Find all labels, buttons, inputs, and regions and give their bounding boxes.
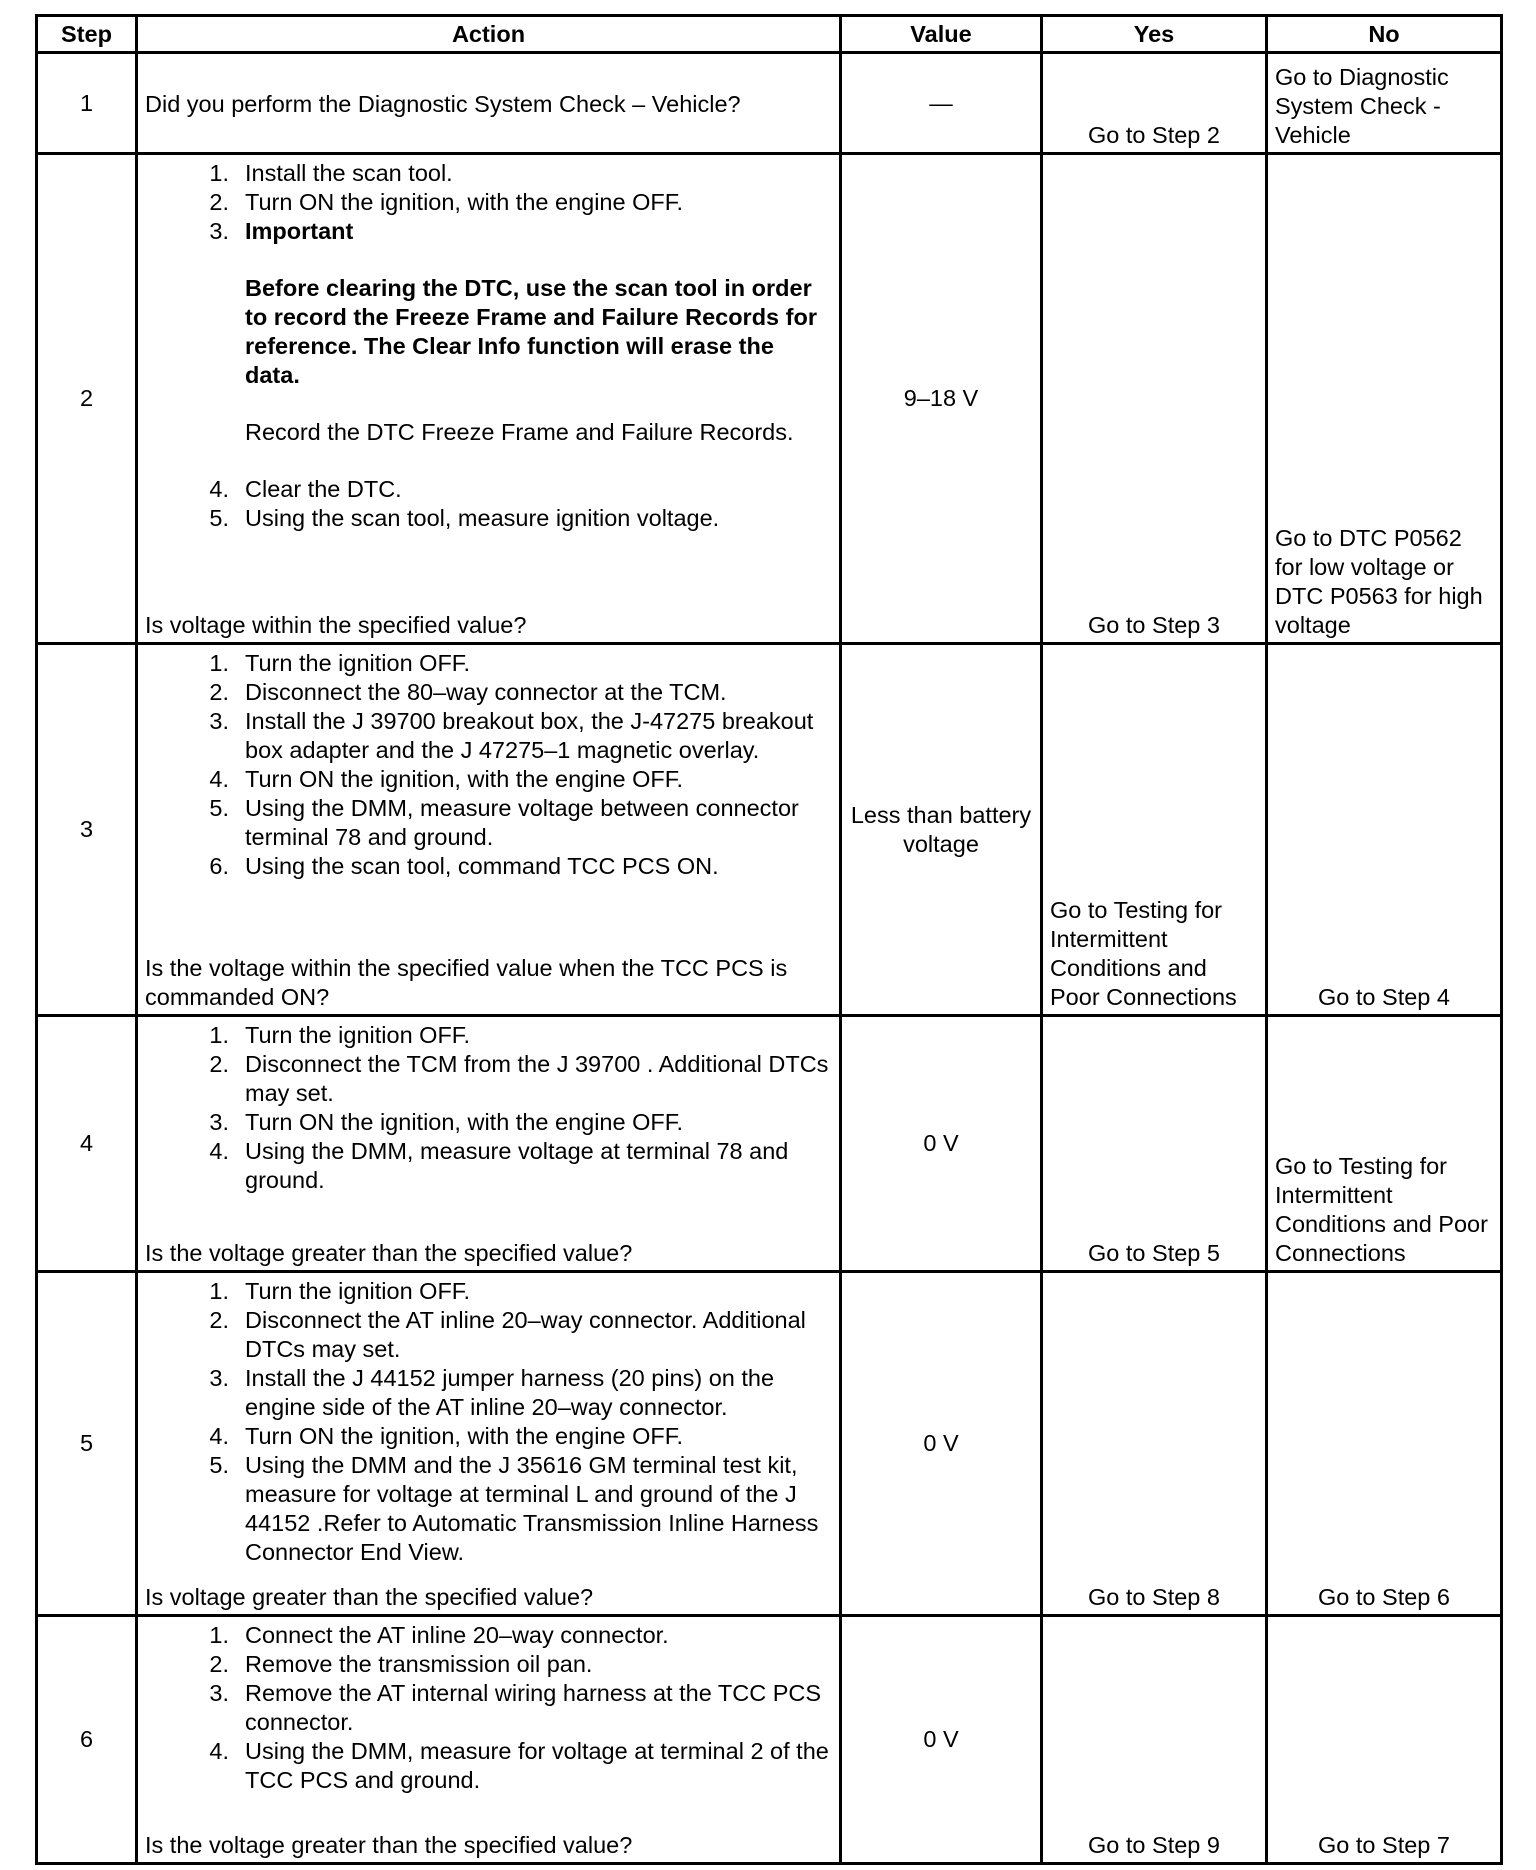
action-item: 4. Using the DMM, measure for voltage at terminal 2 of the TCC PCS and ground. [209, 1738, 829, 1793]
action-item: 4. Turn ON the ignition, with the engine OFF. [209, 766, 684, 792]
step-number: 5 [37, 1272, 137, 1616]
step-row [37, 53, 1502, 154]
action-item: 3. Important Before clearing the DTC, use the scan tool in order to record the Freeze Frame and Failure Records for reference. The Clear Info function will erase the data. Record the DTC Freeze Frame and Failure Records. [145, 217, 832, 475]
action-list [145, 1621, 832, 1795]
action-cell [137, 1016, 841, 1272]
yes-cell: Go to Step 9 [1042, 1616, 1267, 1864]
action-cell [137, 1272, 841, 1616]
no-cell: Go to Step 4 [1267, 644, 1502, 1016]
header-no: No [1267, 16, 1502, 53]
action-list [145, 159, 832, 533]
action-item: 4. Turn ON the ignition, with the engine OFF. [209, 1423, 684, 1449]
step-number: 1 [37, 53, 137, 154]
action-cell [137, 53, 841, 154]
yes-cell: Go to Step 5 [1042, 1016, 1267, 1272]
header-yes: Yes [1042, 16, 1267, 53]
action-item: 5. Using the scan tool, measure ignition voltage. [209, 505, 720, 531]
record-note: Record the DTC Freeze Frame and Failure Records. [245, 419, 794, 445]
no-cell: Go to Step 6 [1267, 1272, 1502, 1616]
action-question: Did you perform the Diagnostic System Check – Vehicle? [145, 90, 741, 117]
header-value: Value [841, 16, 1042, 53]
action-item: 1. Turn the ignition OFF. [209, 1278, 471, 1304]
yes-cell: Go to Step 2 [1042, 53, 1267, 154]
action-item: 2. Disconnect the 80–way connector at the TCM. [209, 679, 727, 705]
action-list [145, 1277, 832, 1567]
important-label: Important [245, 218, 354, 244]
action-list [145, 649, 832, 881]
action-item: 2. Disconnect the TCM from the J 39700 . Additional DTCs may set. [209, 1051, 829, 1106]
value-cell: Less than battery voltage [841, 644, 1042, 1016]
yes-cell: Go to Testing for Intermittent Conditions and Poor Connections [1042, 644, 1267, 1016]
value-cell: 0 V [841, 1272, 1042, 1616]
step-number: 4 [37, 1016, 137, 1272]
action-question: Is the voltage greater than the specified value? [145, 1240, 633, 1266]
step-number: 6 [37, 1616, 137, 1864]
action-item: 3. Install the J 44152 jumper harness (20 pins) on the engine side of the AT inline 20–way connector. [209, 1365, 775, 1420]
action-question: Is voltage greater than the specified value? [145, 1584, 594, 1610]
step-row [37, 644, 1502, 1016]
value-cell: 0 V [841, 1016, 1042, 1272]
action-item: 2. Disconnect the AT inline 20–way connector. Additional DTCs may set. [209, 1307, 806, 1362]
action-question: Is the voltage within the specified value when the TCC PCS is commanded ON? [145, 955, 788, 1010]
value-cell: — [841, 53, 1042, 154]
action-item: 4. Using the DMM, measure voltage at terminal 78 and ground. [209, 1138, 789, 1193]
diagnostic-table [35, 14, 1503, 1865]
action-item: 1. Turn the ignition OFF. [209, 1022, 471, 1048]
step-row [37, 1272, 1502, 1616]
action-item: 1. Connect the AT inline 20–way connector. [209, 1622, 669, 1648]
header-action: Action [137, 16, 841, 53]
no-cell: Go to Diagnostic System Check - Vehicle [1267, 53, 1502, 154]
action-item: 5. Using the DMM and the J 35616 GM terminal test kit, measure for voltage at terminal L and ground of the J 44152 .Refer to Automatic Transmission Inline Harness Connector End View. [209, 1452, 819, 1565]
action-cell [137, 1616, 841, 1864]
no-cell: Go to Testing for Intermittent Conditions and Poor Connections [1267, 1016, 1502, 1272]
value-cell: 9–18 V [841, 154, 1042, 644]
action-item: 3. Install the J 39700 breakout box, the J-47275 breakout box adapter and the J 47275–1 magnetic overlay. [209, 708, 814, 763]
action-item: 5. Using the DMM, measure voltage between connector terminal 78 and ground. [209, 795, 799, 850]
value-cell: 0 V [841, 1616, 1042, 1864]
no-cell: Go to Step 7 [1267, 1616, 1502, 1864]
action-item: 1. Install the scan tool. [209, 160, 453, 186]
action-item: 2. Turn ON the ignition, with the engine OFF. [209, 189, 684, 215]
action-item: 2. Remove the transmission oil pan. [209, 1651, 593, 1677]
step-row [37, 1616, 1502, 1864]
yes-cell: Go to Step 8 [1042, 1272, 1267, 1616]
action-item: 4. Clear the DTC. [209, 476, 402, 502]
action-item: 3. Turn ON the ignition, with the engine OFF. [209, 1109, 684, 1135]
step-number: 2 [37, 154, 137, 644]
no-cell: Go to DTC P0562 for low voltage or DTC P0563 for high voltage [1267, 154, 1502, 644]
step-number: 3 [37, 644, 137, 1016]
header-step: Step [37, 16, 137, 53]
action-item: 1. Turn the ignition OFF. [209, 650, 471, 676]
header-row [37, 16, 1502, 53]
action-list [145, 1021, 832, 1195]
important-note: Before clearing the DTC, use the scan tool in order to record the Freeze Frame and Failure Records for reference. The Clear Info function will erase the data. [245, 275, 817, 388]
action-question: Is the voltage greater than the specified value? [145, 1832, 633, 1858]
yes-cell: Go to Step 3 [1042, 154, 1267, 644]
step-row [37, 1016, 1502, 1272]
step-row [37, 154, 1502, 644]
action-cell [137, 154, 841, 644]
action-item: 3. Remove the AT internal wiring harness at the TCC PCS connector. [209, 1680, 822, 1735]
action-cell [137, 644, 841, 1016]
action-question: Is voltage within the specified value? [145, 612, 527, 638]
action-item: 6. Using the scan tool, command TCC PCS ON. [209, 853, 719, 879]
